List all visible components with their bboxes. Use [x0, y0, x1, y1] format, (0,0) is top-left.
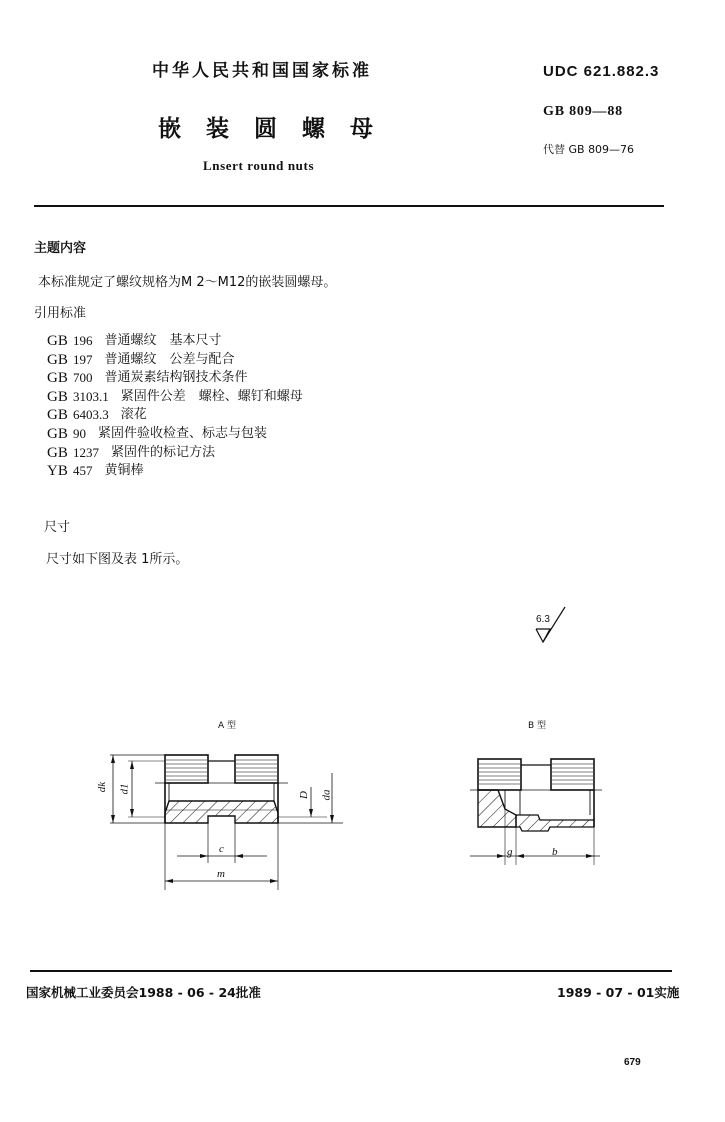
dim-label-b: b: [552, 846, 558, 858]
reference-title: 滚花: [120, 407, 147, 423]
reference-item: [47, 444, 303, 463]
reference-number: 700: [73, 370, 93, 386]
dim-label-da: da: [320, 789, 333, 801]
reference-code: GB: [47, 370, 68, 387]
document-title-en: Lnsert round nuts: [203, 158, 315, 173]
type-b-label: B 型: [528, 721, 547, 731]
type-a-drawing: [95, 745, 355, 895]
reference-title: 黄铜棒: [104, 463, 144, 479]
reference-number: 1237: [73, 444, 99, 460]
page-number: 679: [624, 1057, 641, 1068]
standard-type: 中华人民共和国国家标准: [152, 61, 372, 81]
udc-code: UDC 621.882.3: [543, 63, 660, 80]
reference-code: GB: [47, 351, 68, 368]
reference-item: [47, 332, 303, 351]
dim-label-d1: d1: [118, 783, 131, 795]
reference-code: YB: [47, 463, 68, 480]
type-b-drawing: [460, 745, 605, 870]
reference-item: [47, 369, 303, 388]
reference-item: [47, 388, 303, 407]
reference-item: [47, 406, 303, 425]
reference-list: [47, 332, 303, 481]
reference-number: 457: [73, 463, 93, 479]
type-a-label: A 型: [218, 721, 237, 731]
reference-title: 普通炭素结构钢技术条件: [104, 370, 248, 386]
dimensions-text: 尺寸如下图及表 1所示。: [46, 552, 189, 567]
approval-info: 国家机械工业委员会1988 - 06 - 24批准: [26, 985, 261, 1000]
dim-label-D: D: [297, 791, 310, 799]
replaces-standard: 代替 GB 809—76: [543, 143, 635, 156]
footer-divider: [30, 970, 672, 972]
reference-title: 紧固件的标记方法: [111, 444, 216, 460]
header-divider: [34, 205, 664, 207]
section-heading-subject: 主题内容: [34, 241, 87, 256]
reference-code: GB: [47, 444, 68, 461]
subject-text: 本标准规定了螺纹规格为M 2～M12的嵌装圆螺母。: [38, 275, 337, 290]
reference-number: 197: [73, 351, 93, 367]
dim-label-dk: dk: [96, 781, 109, 793]
reference-number: 196: [73, 333, 93, 348]
dim-label-g: g: [507, 846, 513, 858]
reference-title: 紧固件验收检查、标志与包装: [98, 425, 268, 441]
reference-code: GB: [47, 425, 68, 442]
reference-title: 普通螺纹 基本尺寸: [104, 333, 222, 348]
reference-item: [47, 462, 303, 481]
reference-code: GB: [47, 388, 68, 405]
reference-number: 3103.1: [73, 388, 109, 404]
dim-label-c: c: [219, 843, 224, 855]
reference-code: GB: [47, 333, 68, 349]
section-heading-references: 引用标准: [34, 306, 87, 321]
effective-date: 1989 - 07 - 01实施: [557, 985, 680, 1000]
reference-number: 90: [73, 425, 86, 441]
section-heading-dimensions: 尺寸: [44, 520, 71, 535]
gb-number: GB 809—88: [543, 104, 623, 119]
dim-label-m: m: [217, 868, 225, 880]
reference-title: 普通螺纹 公差与配合: [104, 351, 235, 367]
document-title-cn: 嵌装圆螺母: [158, 116, 398, 142]
reference-code: GB: [47, 407, 68, 424]
roughness-value: 6.3: [536, 614, 550, 625]
surface-roughness-symbol: [533, 605, 573, 650]
reference-item: [47, 351, 303, 370]
reference-number: 6403.3: [73, 407, 109, 423]
reference-title: 紧固件公差 螺栓、螺钉和螺母: [120, 388, 303, 404]
reference-item: [47, 425, 303, 444]
